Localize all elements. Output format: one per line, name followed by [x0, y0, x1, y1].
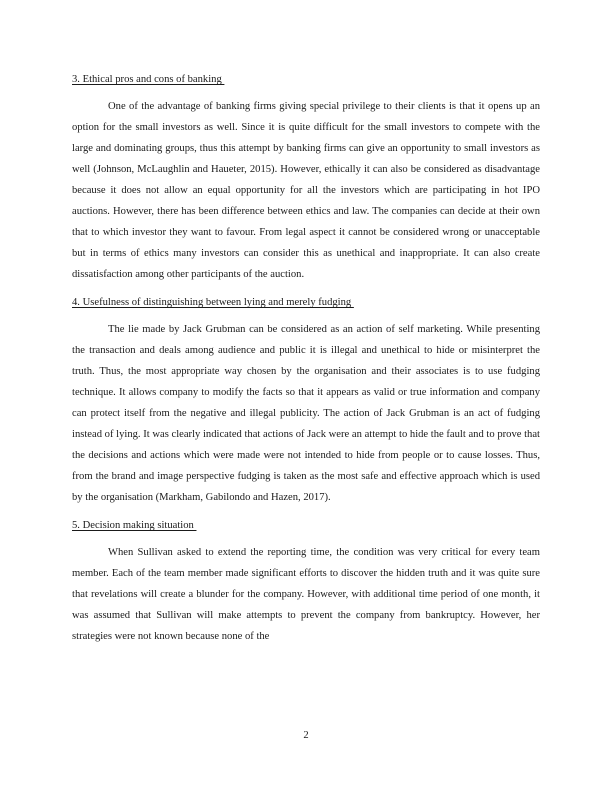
section-paragraph: The lie made by Jack Grubman can be considered as an action of self marketing. While presenting the transaction and deals among audience and public it is illegal and unethical to hide or misinterpret the truth. Thus, the most appropriate way chosen by the organisation and their associates is to use fudging technique. It allows company to modify the facts so that it appears as valid or true information and company can protect itself from the negative and illegal publicity. The action of Jack Grubman is an act of fudging instead of lying. It was clearly indicated that actions of Jack were an attempt to hide the fault and to prove that the decisions and actions which were made were not intended to hide from people or to cause losses. Thus, from the brand and image perspective fudging is taken as the most safe and effective approach which is used by the organisation (Markham, Gabilondo and Hazen, 2017).	[72, 324, 540, 503]
page-number: 2	[303, 730, 309, 741]
section-heading: 5. Decision making situation	[72, 520, 197, 531]
section-decision-making	[72, 518, 540, 647]
section-paragraph: When Sullivan asked to extend the reporting time, the condition was very critical for every team member. Each of the team member made significant efforts to discover the hidden truth and it was quite sure that revelations will create a blunder for the company. However, with additional time period of one month, it was assumed that Sullivan will make attempts to prevent the company from bankruptcy. However, her strategies were not known because none of the	[72, 547, 540, 642]
section-lying-vs-fudging	[72, 295, 540, 508]
section-ethical-pros-cons	[72, 72, 540, 285]
section-heading: 4. Usefulness of distinguishing between lying and merely fudging	[72, 297, 354, 308]
section-heading: 3. Ethical pros and cons of banking	[72, 74, 225, 85]
section-paragraph: One of the advantage of banking firms giving special privilege to their clients is that it opens up an option for the small investors as well. Since it is quite difficult for the small investors to compete with the large and dominating groups, thus this attempt by banking firms can give an opportunity to small investors as well (Johnson, McLaughlin and Haueter, 2015). However, ethically it can also be considered as disadvantage because it does not allow an equal opportunity for all the investors which are participating in hot IPO auctions. However, there has been difference between ethics and law. The companies can decide at their own that to which investor they want to favour. From legal aspect it cannot be considered wrong or unacceptable but in terms of ethics many investors can consider this as unethical and inappropriate. It can also create dissatisfaction among other participants of the auction.	[72, 101, 540, 280]
page-body	[72, 72, 540, 657]
